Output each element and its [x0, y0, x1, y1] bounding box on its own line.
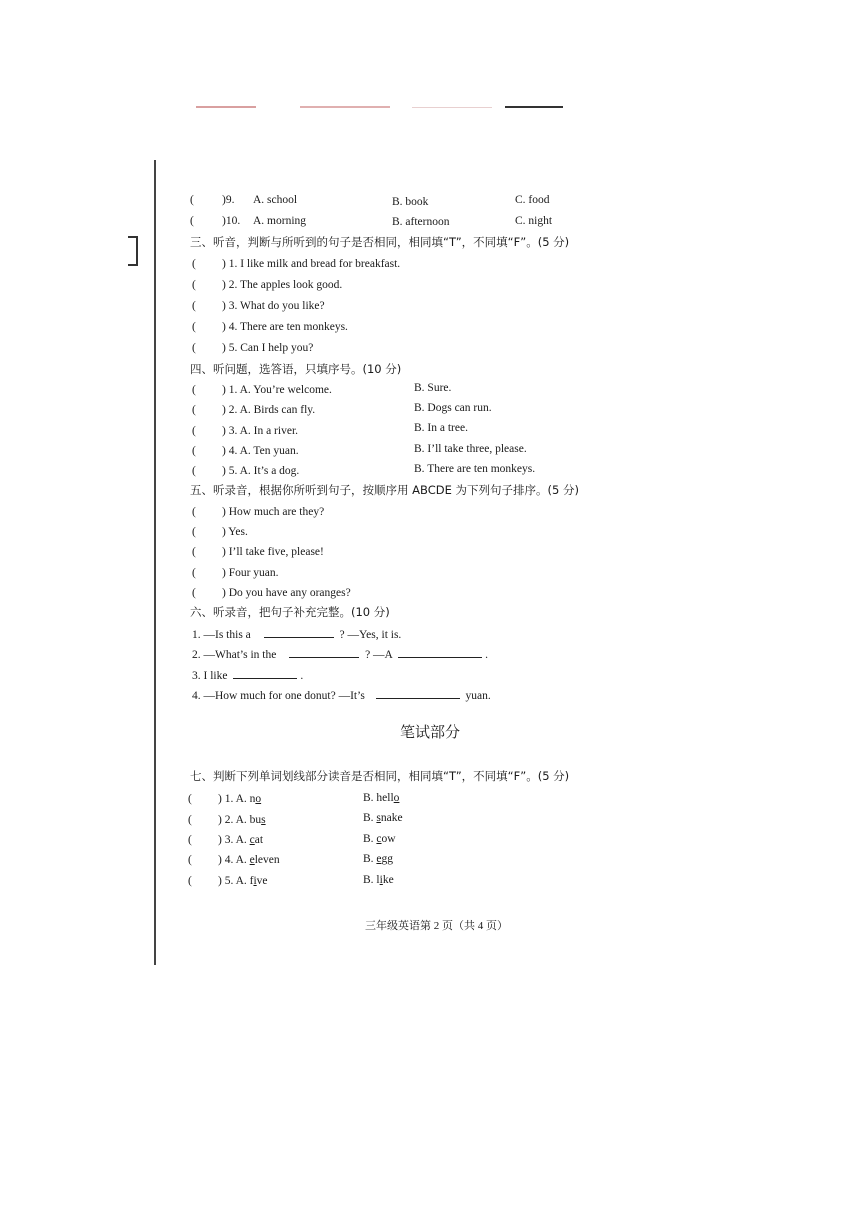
scan-mark-top-2	[300, 106, 390, 108]
answer-paren: (	[188, 875, 192, 887]
option-c: C. food	[515, 194, 550, 206]
list-item: ) I’ll take five, please!	[222, 546, 324, 558]
answer-paren: (	[192, 342, 196, 354]
answer-paren: (	[192, 300, 196, 312]
answer-paren: (	[192, 321, 196, 333]
option-b: B. book	[392, 196, 429, 208]
fill-line-3	[192, 668, 303, 682]
item-number: ) 5. A.	[218, 875, 250, 887]
fill-line-1	[192, 627, 401, 641]
fill-text: 1. —Is this a	[192, 629, 251, 641]
answer-paren: (	[192, 546, 196, 558]
word-part: B.	[363, 853, 377, 865]
word-part: f	[249, 875, 254, 887]
option-a: A. school	[253, 194, 298, 206]
answer-paren: (	[188, 854, 192, 866]
fill-line-2	[192, 647, 488, 661]
answer-paren: (	[192, 404, 196, 416]
list-item: ) How much are they?	[222, 506, 325, 518]
option-b: B. There are ten monkeys.	[414, 463, 536, 475]
answer-paren: (	[192, 445, 196, 457]
option-b: B. Dogs can run.	[414, 402, 492, 414]
item-number: ) 4. A.	[218, 854, 250, 866]
option-a	[218, 793, 261, 805]
answer-paren: (	[192, 465, 196, 477]
option-a: ) 1. A. You’re welcome.	[222, 384, 332, 396]
written-part-title: 笔试部分	[400, 723, 461, 741]
option-a: ) 4. A. Ten yuan.	[222, 445, 299, 457]
fill-text: 2. —What’s in the	[192, 649, 277, 661]
word-part: gg	[381, 853, 394, 865]
item-number: )10.	[222, 215, 241, 227]
blank	[376, 688, 460, 699]
option-b	[363, 812, 403, 824]
list-item: ) Four yuan.	[222, 567, 279, 579]
underlined-letter: s	[261, 814, 266, 826]
word-part: B. l	[363, 874, 380, 886]
option-a	[218, 854, 280, 866]
answer-paren: (	[192, 526, 196, 538]
underlined-letter: c	[376, 833, 382, 845]
option-b	[363, 792, 399, 804]
option-a: ) 5. A. It’s a dog.	[222, 465, 300, 477]
word-part: ve	[256, 875, 268, 887]
scan-mark-top-4	[412, 107, 492, 108]
answer-paren: (	[192, 279, 196, 291]
list-item: ) 4. There are ten monkeys.	[222, 321, 348, 333]
option-b: B. afternoon	[392, 216, 450, 228]
list-item: ) 1. I like milk and bread for breakfast.	[222, 258, 401, 270]
section-3-heading: 三、听音，判断与所听到的句子是否相同，相同填“T”，不同填“F”。(5 分)	[190, 235, 570, 249]
option-a: ) 2. A. Birds can fly.	[222, 404, 316, 416]
underlined-letter: i	[253, 875, 257, 887]
fill-line-4	[192, 688, 491, 702]
underlined-letter: i	[379, 874, 383, 886]
list-item: ) Do you have any oranges?	[222, 587, 351, 599]
underlined-letter: s	[376, 812, 381, 824]
option-b	[363, 853, 393, 865]
underlined-letter: o	[255, 793, 262, 805]
answer-paren: (	[190, 194, 194, 206]
option-a	[218, 834, 263, 846]
binding-bracket	[128, 236, 138, 266]
underlined-letter: c	[249, 834, 255, 846]
scan-mark-top-1	[196, 106, 256, 108]
answer-paren: (	[192, 506, 196, 518]
blank	[289, 647, 359, 658]
item-number: ) 1. A.	[218, 793, 250, 805]
word-part: at	[254, 834, 264, 846]
item-number: ) 3. A.	[218, 834, 250, 846]
fill-text: .	[485, 649, 488, 661]
page-footer: 三年级英语第 2 页（共 4 页）	[365, 920, 508, 932]
underlined-letter: e	[376, 853, 382, 865]
option-b: B. I’ll take three, please.	[414, 443, 527, 455]
option-b: B. Sure.	[414, 382, 452, 394]
answer-paren: (	[188, 814, 192, 826]
word-part: ow	[381, 833, 396, 845]
answer-paren: (	[192, 567, 196, 579]
answer-paren: (	[188, 834, 192, 846]
list-item: ) Yes.	[222, 526, 248, 538]
margin-line	[154, 160, 156, 965]
fill-text: .	[300, 670, 304, 682]
word-part: B. hell	[363, 792, 394, 804]
underlined-letter: e	[249, 854, 255, 866]
option-a: A. morning	[253, 215, 307, 227]
fill-text: ? —Yes, it is.	[339, 629, 402, 641]
answer-paren: (	[190, 215, 194, 227]
fill-text: ? —A	[365, 649, 393, 661]
word-part: n	[249, 793, 256, 805]
answer-paren: (	[192, 587, 196, 599]
option-a	[218, 814, 266, 826]
item-number: )9.	[222, 194, 235, 206]
word-part: B.	[363, 812, 377, 824]
option-b: B. In a tree.	[414, 422, 468, 434]
answer-paren: (	[192, 425, 196, 437]
answer-paren: (	[192, 258, 196, 270]
option-b	[363, 874, 394, 886]
section-5-heading: 五、听录音，根据你所听到句子，按顺序用 ABCDE 为下列句子排序。(5 分)	[190, 483, 579, 497]
section-7-heading: 七、判断下列单词划线部分读音是否相同，相同填“T”，不同填“F”。(5 分)	[190, 769, 570, 783]
answer-paren: (	[188, 793, 192, 805]
word-part: B.	[363, 833, 377, 845]
option-a: ) 3. A. In a river.	[222, 425, 299, 437]
blank	[398, 647, 482, 658]
option-a	[218, 875, 268, 887]
scan-mark-top-3	[505, 106, 563, 108]
underlined-letter: o	[393, 792, 400, 804]
list-item: ) 3. What do you like?	[222, 300, 325, 312]
word-part: bu	[249, 814, 262, 826]
section-4-heading: 四、听问题，选答语，只填序号。(10 分)	[190, 362, 402, 376]
option-b	[363, 833, 396, 845]
option-c: C. night	[515, 215, 553, 227]
list-item: ) 5. Can I help you?	[222, 342, 314, 354]
section-6-heading: 六、听录音，把句子补充完整。(10 分)	[190, 605, 390, 619]
item-number: ) 2. A.	[218, 814, 250, 826]
word-part: nake	[380, 812, 403, 824]
fill-text: yuan.	[465, 690, 491, 702]
list-item: ) 2. The apples look good.	[222, 279, 343, 291]
word-part: ke	[382, 874, 394, 886]
answer-paren: (	[192, 384, 196, 396]
blank	[233, 668, 297, 679]
fill-text: 3. I like	[192, 670, 228, 682]
blank	[264, 627, 334, 638]
word-part: leven	[254, 854, 280, 866]
fill-text: 4. —How much for one donut? —It’s	[192, 690, 365, 702]
